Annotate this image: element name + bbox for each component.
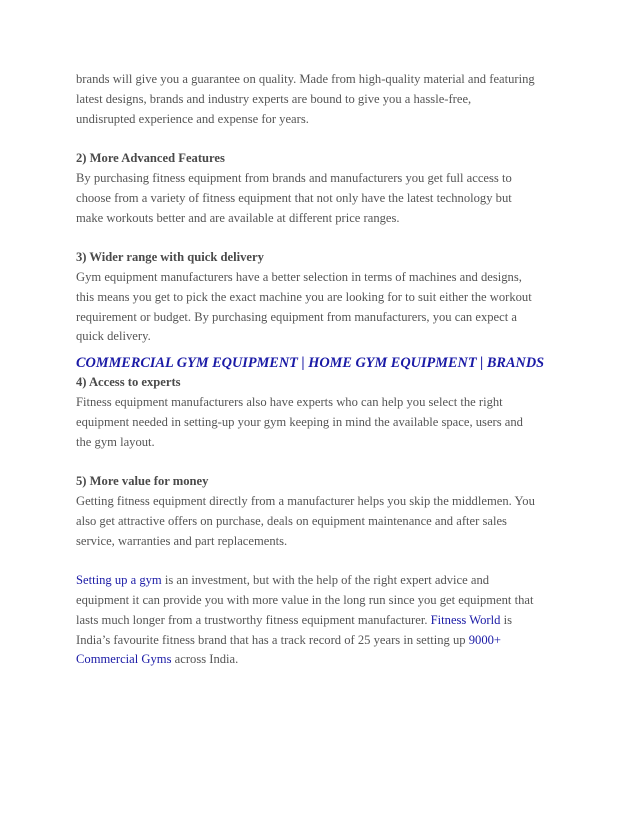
section-line: By purchasing fitness equipment from brands and manufacturers you get full access to: [76, 170, 512, 185]
closing-text: is an investment, but with the help of the right expert advice and: [161, 573, 490, 588]
document-page: [76, 70, 576, 670]
section-heading: 3) Wider range with quick delivery: [76, 250, 264, 265]
equipment-links-banner[interactable]: COMMERCIAL GYM EQUIPMENT | HOME GYM EQUIPMENT | BRANDS: [76, 355, 545, 372]
section-line: this means you get to pick the exact machine you are looking for to suit either the workout: [76, 289, 532, 304]
section-line: make workouts better and are available at different price ranges.: [76, 210, 400, 225]
section-line: choose from a variety of fitness equipment that not only have the latest technology but: [76, 190, 512, 205]
closing-text: across India.: [171, 652, 239, 667]
closing-line: [76, 611, 576, 631]
closing-text: lasts much longer from a trustworthy fitness equipment manufacturer.: [76, 612, 431, 627]
section-line: quick delivery.: [76, 329, 151, 344]
closing-text: is: [500, 612, 512, 627]
closing-line: [76, 650, 576, 670]
section-line: service, warranties and part replacements.: [76, 533, 288, 548]
intro-line: brands will give you a guarantee on quality. Made from high-quality material and featuring: [76, 72, 535, 86]
section-heading: 5) More value for money: [76, 474, 209, 489]
intro-line: undisrupted experience and expense for years.: [76, 111, 309, 126]
section-line: also get attractive offers on purchase, deals on equipment maintenance and after sales: [76, 513, 507, 528]
commercial-gyms-link[interactable]: Commercial Gyms: [76, 652, 172, 667]
section-access-experts: [76, 373, 576, 452]
section-heading: 2) More Advanced Features: [76, 151, 225, 166]
intro-paragraph: [76, 70, 576, 129]
closing-paragraph: [76, 571, 576, 670]
closing-text: India’s favourite fitness brand that has a track record of 25 years in setting up: [76, 632, 469, 647]
fitness-world-link[interactable]: Fitness World: [430, 612, 501, 627]
section-advanced-features: [76, 149, 576, 228]
gym-count-link[interactable]: 9000+: [468, 632, 502, 647]
section-line: Gym equipment manufacturers have a better selection in terms of machines and designs,: [76, 269, 522, 284]
closing-line: [76, 631, 576, 651]
section-line: equipment needed in setting-up your gym keeping in mind the available space, users and: [76, 414, 523, 429]
section-line: Getting fitness equipment directly from a manufacturer helps you skip the middlemen. You: [76, 493, 535, 508]
section-heading: 4) Access to experts: [76, 375, 181, 390]
section-value-for-money: [76, 472, 576, 551]
section-line: requirement or budget. By purchasing equipment from manufacturers, you can expect a: [76, 309, 517, 324]
section-wider-range: [76, 248, 576, 347]
setting-up-gym-link[interactable]: Setting up a gym: [76, 573, 162, 588]
section-line: Fitness equipment manufacturers also have experts who can help you select the right: [76, 394, 503, 409]
closing-line: equipment it can provide you with more value in the long run since you get equipment that: [76, 592, 534, 607]
section-line: the gym layout.: [76, 434, 155, 449]
intro-line: latest designs, brands and industry experts are bound to give you a hassle-free,: [76, 91, 472, 106]
closing-line: [76, 571, 576, 591]
